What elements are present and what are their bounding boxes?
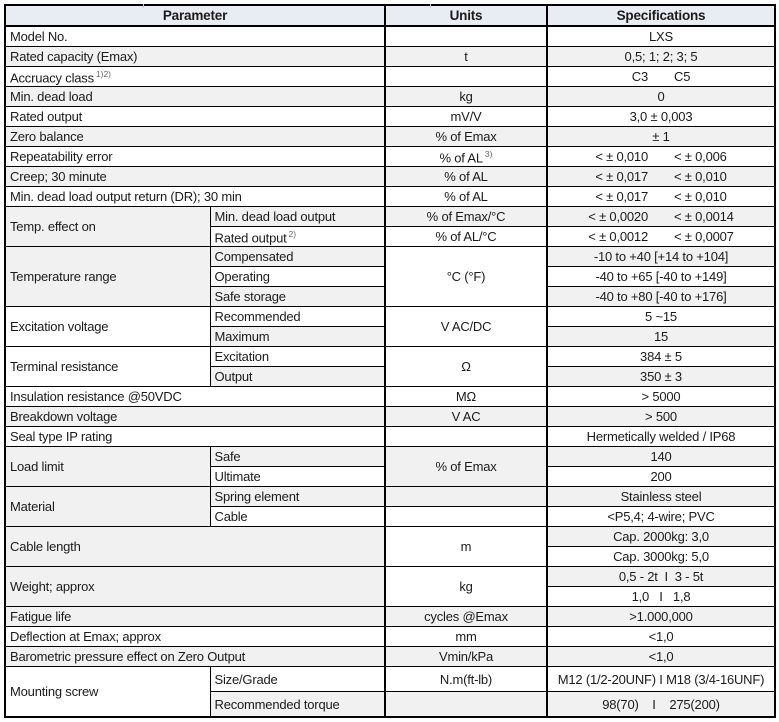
rated-output-units: mV/V <box>385 107 547 127</box>
material-cable-units <box>385 507 547 527</box>
load-limit-sub-safe: Safe <box>210 447 385 467</box>
weight-param: Weight; approx <box>5 567 385 607</box>
header-row <box>5 5 775 26</box>
cable-length-units: m <box>385 527 547 567</box>
row-excitation-recommended <box>5 307 775 327</box>
fatigue-param: Fatigue life <box>5 607 385 627</box>
gridline-tick <box>143 4 144 8</box>
accuracy-class-units <box>385 67 547 87</box>
load-limit-param: Load limit <box>5 447 210 487</box>
weight-spec-values: 1,0 I 1,8 <box>547 587 775 607</box>
deflection-param: Deflection at Emax; approx <box>5 627 385 647</box>
load-limit-ultimate-spec: 200 <box>547 467 775 487</box>
creep-param: Creep; 30 minute <box>5 167 385 187</box>
rated-output-footnote: 2) <box>288 229 297 240</box>
temp-range-safe-storage-spec: -40 to +80 [-40 to +176] <box>547 287 775 307</box>
repeatability-footnote: 3) <box>484 149 493 160</box>
weight-spec-ranges: 0,5 - 2t I 3 - 5t <box>547 567 775 587</box>
load-limit-sub-ultimate: Ultimate <box>210 467 385 487</box>
temp-effect-dead-load-spec <box>547 207 775 227</box>
terminal-sub-excitation: Excitation <box>210 347 385 367</box>
row-seal-type <box>5 427 775 447</box>
repeatability-units <box>385 147 547 167</box>
temp-effect-param: Temp. effect on <box>5 207 210 247</box>
row-rated-output <box>5 107 775 127</box>
row-model-no <box>5 26 775 47</box>
row-creep <box>5 167 775 187</box>
header-units: Units <box>385 5 547 26</box>
temp-range-sub-safe-storage: Safe storage <box>210 287 385 307</box>
spec-c3: < ± 0,010 <box>595 149 648 164</box>
spec-c5: < ± 0,0014 <box>674 209 734 224</box>
row-cable-length-1 <box>5 527 775 547</box>
header-parameter: Parameter <box>5 5 385 26</box>
barometric-param: Barometric pressure effect on Zero Output <box>5 647 385 667</box>
mounting-screw-param: Mounting screw <box>5 667 210 718</box>
terminal-resistance-units: Ω <box>385 347 547 387</box>
dr-return-units: % of AL <box>385 187 547 207</box>
spec-c3: C3 <box>631 69 648 84</box>
spec-table <box>4 4 776 718</box>
excitation-sub-maximum: Maximum <box>210 327 385 347</box>
row-accuracy-class <box>5 67 775 87</box>
temp-effect-sub-dead-load: Min. dead load output <box>210 207 385 227</box>
seal-type-units <box>385 427 547 447</box>
row-insulation-resistance <box>5 387 775 407</box>
temp-range-sub-compensated: Compensated <box>210 247 385 267</box>
seal-type-spec: Hermetically welded / IP68 <box>547 427 775 447</box>
deflection-spec: <1,0 <box>547 627 775 647</box>
terminal-output-spec: 350 ± 3 <box>547 367 775 387</box>
excitation-recommended-spec: 5 ~15 <box>547 307 775 327</box>
dr-return-spec <box>547 187 775 207</box>
insulation-units: MΩ <box>385 387 547 407</box>
load-limit-safe-spec: 140 <box>547 447 775 467</box>
row-weight-1 <box>5 567 775 587</box>
row-rated-capacity <box>5 47 775 67</box>
spec-c3: < ± 0,017 <box>595 189 648 204</box>
spec-c3: < ± 0,017 <box>595 169 648 184</box>
accuracy-class-spec <box>547 67 775 87</box>
spec-c5: < ± 0,006 <box>674 149 727 164</box>
barometric-units: Vmin/kPa <box>385 647 547 667</box>
accuracy-class-label: Accruacy class <box>10 70 94 86</box>
row-material-spring <box>5 487 775 507</box>
mounting-sub-torque: Recommended torque <box>210 692 385 718</box>
load-limit-units: % of Emax <box>385 447 547 487</box>
row-terminal-excitation <box>5 347 775 367</box>
mounting-torque-units <box>385 692 547 718</box>
creep-units: % of AL <box>385 167 547 187</box>
temp-range-param: Temperature range <box>5 247 210 307</box>
row-min-dead-load <box>5 87 775 107</box>
insulation-spec: > 5000 <box>547 387 775 407</box>
row-fatigue-life <box>5 607 775 627</box>
row-breakdown-voltage <box>5 407 775 427</box>
row-mounting-size-grade <box>5 667 775 692</box>
min-dead-load-param: Min. dead load <box>5 87 385 107</box>
header-specifications: Specifications <box>547 5 775 26</box>
model-no-spec: LXS <box>547 26 775 47</box>
rated-output-sub-label: Rated output <box>214 230 287 246</box>
material-cable-spec: <P5,4; 4-wire; PVC <box>547 507 775 527</box>
zero-balance-param: Zero balance <box>5 127 385 147</box>
rated-capacity-units: t <box>385 47 547 67</box>
material-sub-spring: Spring element <box>210 487 385 507</box>
rated-capacity-spec: 0,5; 1; 2; 3; 5 <box>547 47 775 67</box>
excitation-maximum-spec: 15 <box>547 327 775 347</box>
gridline-tick <box>430 4 431 8</box>
terminal-resistance-param: Terminal resistance <box>5 347 210 387</box>
spec-c3: < ± 0,0012 <box>588 229 648 244</box>
row-barometric <box>5 647 775 667</box>
fatigue-spec: >1.000,000 <box>547 607 775 627</box>
breakdown-units: V AC <box>385 407 547 427</box>
terminal-sub-output: Output <box>210 367 385 387</box>
row-deflection <box>5 627 775 647</box>
breakdown-spec: > 500 <box>547 407 775 427</box>
row-zero-balance <box>5 127 775 147</box>
breakdown-param: Breakdown voltage <box>5 407 385 427</box>
temp-range-units: °C (°F) <box>385 247 547 307</box>
mounting-size-grade-units: N.m(ft-lb) <box>385 667 547 692</box>
terminal-excitation-spec: 384 ± 5 <box>547 347 775 367</box>
seal-type-param: Seal type IP rating <box>5 427 385 447</box>
spec-c5: < ± 0,010 <box>674 169 727 184</box>
material-spring-units <box>385 487 547 507</box>
zero-balance-spec: ± 1 <box>547 127 775 147</box>
mounting-sub-size-grade: Size/Grade <box>210 667 385 692</box>
dr-return-param: Min. dead load output return (DR); 30 min <box>5 187 385 207</box>
zero-balance-units: % of Emax <box>385 127 547 147</box>
creep-spec <box>547 167 775 187</box>
weight-units: kg <box>385 567 547 607</box>
model-no-param: Model No. <box>5 26 385 47</box>
rated-output-spec: 3,0 ± 0,003 <box>547 107 775 127</box>
model-no-units <box>385 26 547 47</box>
excitation-sub-recommended: Recommended <box>210 307 385 327</box>
cable-length-spec-3000: Cap. 3000kg: 5,0 <box>547 547 775 567</box>
fatigue-units: cycles @Emax <box>385 607 547 627</box>
repeatability-param: Repeatability error <box>5 147 385 167</box>
row-load-limit-safe <box>5 447 775 467</box>
accuracy-class-param <box>5 67 385 87</box>
mounting-size-grade-spec: M12 (1/2-20UNF) I M18 (3/4-16UNF) <box>547 667 775 692</box>
repeatability-spec <box>547 147 775 167</box>
material-param: Material <box>5 487 210 527</box>
min-dead-load-units: kg <box>385 87 547 107</box>
excitation-voltage-param: Excitation voltage <box>5 307 210 347</box>
temp-effect-rated-output-spec <box>547 227 775 247</box>
deflection-units: mm <box>385 627 547 647</box>
cable-length-spec-2000: Cap. 2000kg: 3,0 <box>547 527 775 547</box>
temp-effect-sub-rated-output <box>210 227 385 247</box>
spec-c5: < ± 0,010 <box>674 189 727 204</box>
min-dead-load-spec: 0 <box>547 87 775 107</box>
repeatability-units-label: % of AL <box>439 150 483 166</box>
spec-c5: C5 <box>674 69 691 84</box>
accuracy-class-footnote: 1)2) <box>95 69 112 80</box>
row-dead-load-output-return <box>5 187 775 207</box>
temp-range-sub-operating: Operating <box>210 267 385 287</box>
material-sub-cable: Cable <box>210 507 385 527</box>
row-temp-range-compensated <box>5 247 775 267</box>
excitation-voltage-units: V AC/DC <box>385 307 547 347</box>
barometric-spec: <1,0 <box>547 647 775 667</box>
rated-capacity-param: Rated capacity (Emax) <box>5 47 385 67</box>
mounting-torque-spec: 98(70) I 275(200) <box>547 692 775 718</box>
row-repeatability-error <box>5 147 775 167</box>
material-spring-spec: Stainless steel <box>547 487 775 507</box>
cable-length-param: Cable length <box>5 527 385 567</box>
temp-effect-dead-load-units: % of Emax/°C <box>385 207 547 227</box>
spec-c3: < ± 0,0020 <box>588 209 648 224</box>
row-temp-effect-dead-load <box>5 207 775 227</box>
insulation-param: Insulation resistance @50VDC <box>5 387 385 407</box>
temp-effect-rated-output-units: % of AL/°C <box>385 227 547 247</box>
temp-range-operating-spec: -40 to +65 [-40 to +149] <box>547 267 775 287</box>
rated-output-param: Rated output <box>5 107 385 127</box>
spec-c5: < ± 0,0007 <box>674 229 734 244</box>
temp-range-compensated-spec: -10 to +40 [+14 to +104] <box>547 247 775 267</box>
